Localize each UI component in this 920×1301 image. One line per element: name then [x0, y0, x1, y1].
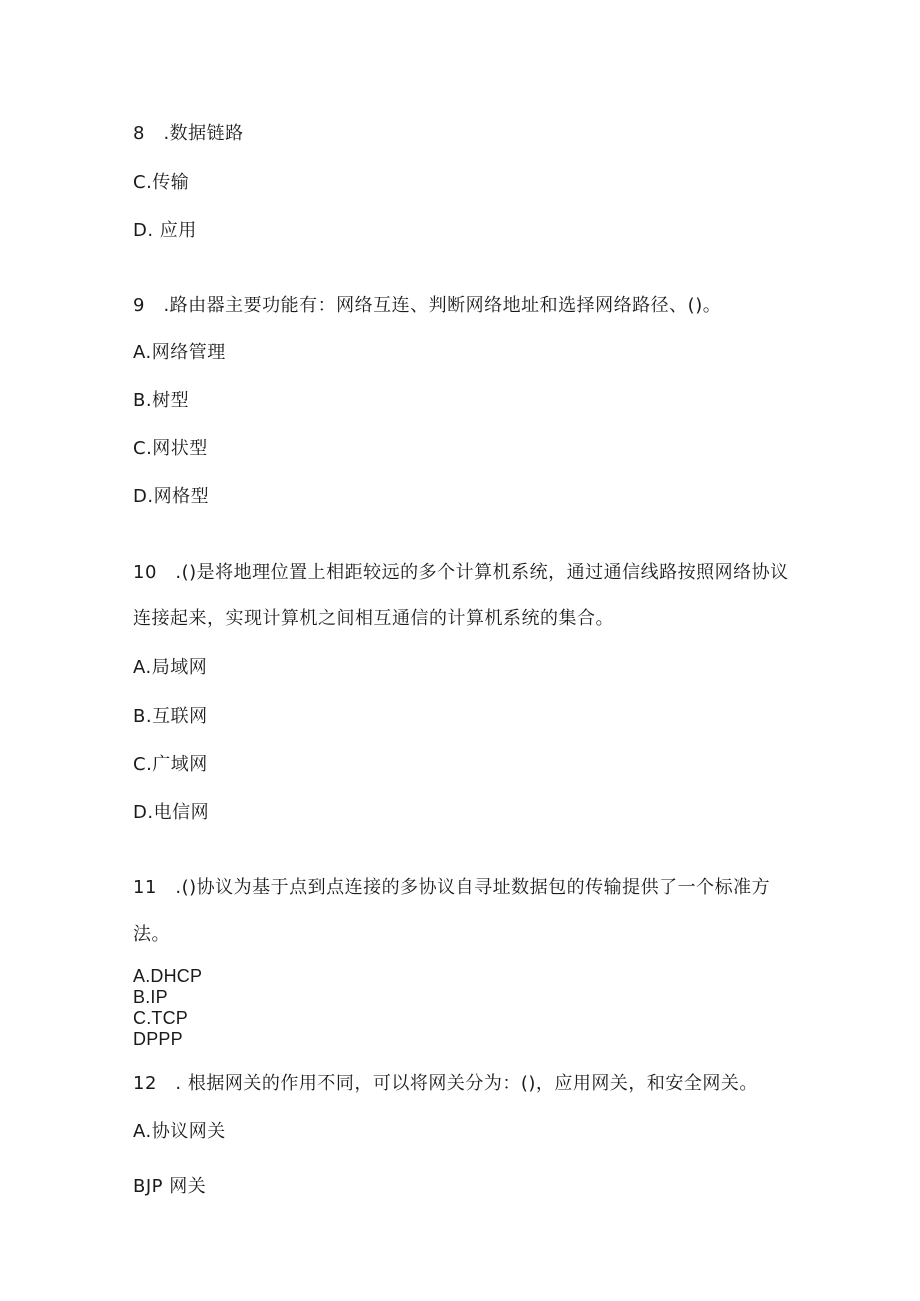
q11-option-c: C.TCP	[133, 1008, 188, 1028]
q10-option-a: A.局域网	[133, 657, 208, 678]
q11-option-a: A.DHCP	[133, 966, 203, 986]
q9-option-c: C.网状型	[133, 438, 208, 459]
q10-option-d: D.电信网	[133, 802, 210, 823]
q11-option-d: DPPP	[133, 1029, 183, 1049]
q11-stem-line-2: 法。	[133, 924, 170, 945]
q8-option-d: D. 应用	[133, 220, 197, 241]
q9-option-d: D.网格型	[133, 486, 210, 507]
q10-stem-line-1: 10 .()是将地理位置上相距较远的多个计算机系统，通过通信线路按照网络协议	[133, 562, 789, 583]
q10-option-b: B.互联网	[133, 706, 208, 727]
q9-option-a: A.网络管理	[133, 342, 226, 363]
q8-option-c: C.传输	[133, 172, 190, 193]
q8-option-b: 8 .数据链路	[133, 123, 244, 144]
q9-option-b: B.树型	[133, 390, 190, 411]
q11-option-b: B.IP	[133, 987, 168, 1007]
q12-option-a: A.协议网关	[133, 1121, 226, 1142]
q12-option-b: BJP 网关	[133, 1176, 207, 1197]
q10-stem-line-2: 连接起来，实现计算机之间相互通信的计算机系统的集合。	[133, 608, 614, 629]
q9-stem: 9 .路由器主要功能有：网络互连、判断网络地址和选择网络路径、()。	[133, 295, 722, 316]
q12-stem: 12 . 根据网关的作用不同，可以将网关分为：()，应用网关，和安全网关。	[133, 1073, 758, 1094]
q11-stem-line-1: 11 .()协议为基于点到点连接的多协议自寻址数据包的传输提供了一个标准方	[133, 877, 771, 898]
q10-option-c: C.广域网	[133, 754, 208, 775]
